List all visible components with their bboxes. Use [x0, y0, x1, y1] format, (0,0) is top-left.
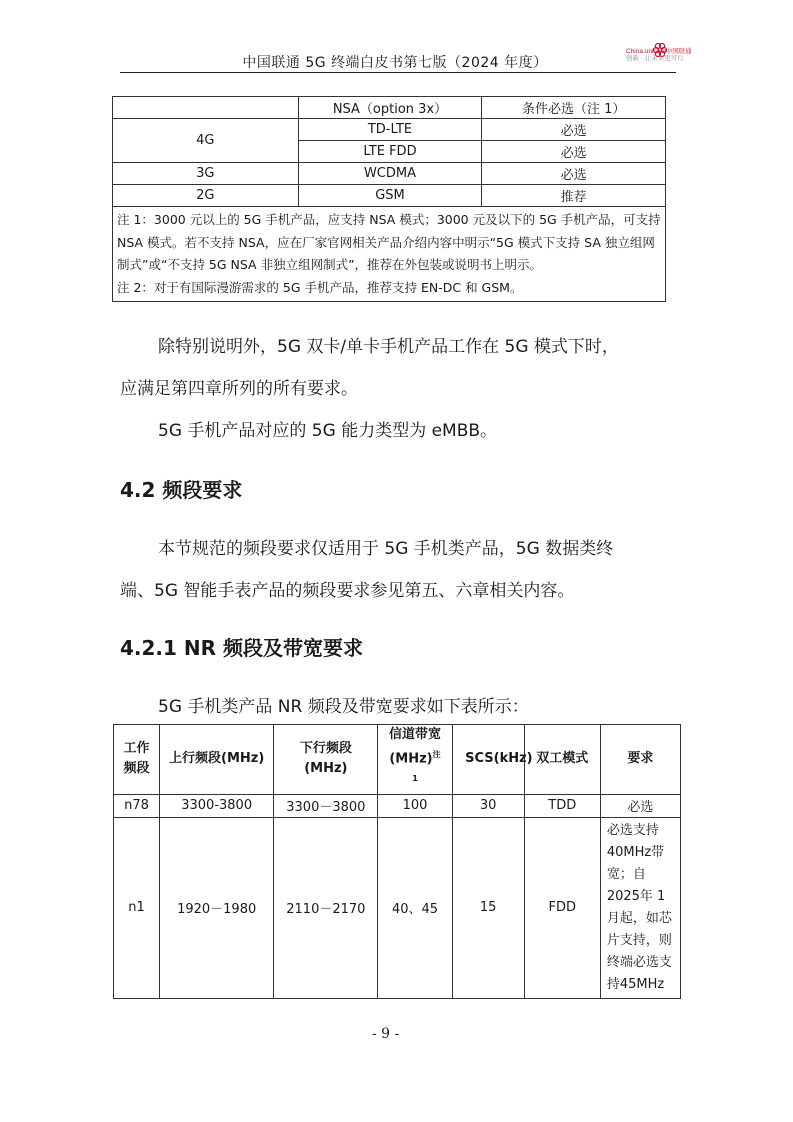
paragraph-line: 本节规范的频段要求仅适用于 5G 手机类产品，5G 数据类终: [158, 539, 614, 559]
table-cell: 必选: [482, 119, 666, 141]
footnote-marker: 注 1: [412, 750, 441, 784]
network-mode-table: [112, 96, 666, 302]
table-header-row: [113, 97, 666, 119]
table-cell: TDD: [524, 794, 600, 817]
table-header-row: [114, 725, 681, 795]
table-row: [113, 163, 666, 185]
table-row: [113, 185, 666, 207]
table-cell: LTE FDD: [298, 141, 482, 163]
column-header: SCS(kHz): [452, 725, 524, 795]
table-cell: 必选: [600, 794, 680, 817]
table-cell: NSA（option 3x）: [298, 97, 482, 119]
header-divider: [120, 72, 676, 73]
column-header: 上行频段(MHz): [160, 725, 274, 795]
paragraph: 5G 手机产品对应的 5G 能力类型为 eMBB。: [158, 421, 498, 441]
table-cell: n78: [114, 794, 160, 817]
table-cell: TD-LTE: [298, 119, 482, 141]
table-cell: 推荐: [482, 185, 666, 207]
column-header: 双工模式: [524, 725, 600, 795]
column-header: 下行频段(MHz): [274, 725, 378, 795]
paragraph-line: 应满足第四章所列的所有要求。: [120, 379, 358, 399]
table-cell: GSM: [298, 185, 482, 207]
table-cell: 100: [378, 794, 452, 817]
table-cell: [113, 97, 299, 119]
table-note-1: 注 1：3000 元以上的 5G 手机产品，应支持 NSA 模式；3000 元及以下的 5G 手机产品，可支持 NSA 模式。若不支持 NSA，应在厂家官网相关产品介绍内容中明示“5G 模式下支持 SA 独立组网制式”或“不支持 5G NSA 非独立组网制式”，推荐在外包装或说明书上明示。: [117, 212, 661, 272]
nr-band-table: [113, 724, 681, 999]
table-cell: 1920－1980: [160, 817, 274, 998]
table-cell: FDD: [524, 817, 600, 998]
table-notes: [113, 207, 666, 302]
table-cell: 必选: [482, 163, 666, 185]
table-cell: 3300－3800: [274, 794, 378, 817]
table-row: [114, 817, 681, 998]
table-cell: 40、45: [378, 817, 452, 998]
table-cell: 30: [452, 794, 524, 817]
paragraph-line: 端、5G 智能手表产品的频段要求参见第五、六章相关内容。: [120, 581, 575, 601]
logo-wordmark: China unicom中国联通 创新 · 让未来更可行: [626, 48, 692, 62]
table-cell: 4G: [113, 119, 299, 163]
table-cell: 2110－2170: [274, 817, 378, 998]
paragraph: 5G 手机类产品 NR 频段及带宽要求如下表所示：: [158, 697, 529, 717]
running-header-title: 中国联通 5G 终端白皮书第七版（2024 年度）: [242, 55, 548, 71]
table-cell: 3G: [113, 163, 299, 185]
table-cell: 必选: [482, 141, 666, 163]
table-cell: WCDMA: [298, 163, 482, 185]
column-header: 工作频段: [114, 725, 160, 795]
table-notes-row: [113, 207, 666, 302]
column-header: 要求: [600, 725, 680, 795]
table-row: [114, 794, 681, 817]
table-cell: 3300-3800: [160, 794, 274, 817]
paragraph-line: 除特别说明外，5G 双卡/单卡手机产品工作在 5G 模式下时，: [158, 337, 619, 357]
section-heading-4-2-1: 4.2.1 NR 频段及带宽要求: [120, 636, 364, 660]
table-cell: 必选支持40MHz带宽；自 2025年 1 月起，如芯片支持，则终端必选支持45MHz: [600, 817, 680, 998]
table-cell: n1: [114, 817, 160, 998]
page-number: - 9 -: [372, 1026, 400, 1042]
table-note-2: 注 2：对于有国际漫游需求的 5G 手机产品，推荐支持 EN-DC 和 GSM。: [117, 279, 523, 295]
column-header: 信道带宽(MHz)$^{注 1}$: [378, 725, 452, 795]
section-heading-4-2: 4.2 频段要求: [120, 478, 243, 502]
table-cell: 15: [452, 817, 524, 998]
table-row: [113, 119, 666, 141]
table-cell: 条件必选（注 1）: [482, 97, 666, 119]
table-cell: 2G: [113, 185, 299, 207]
